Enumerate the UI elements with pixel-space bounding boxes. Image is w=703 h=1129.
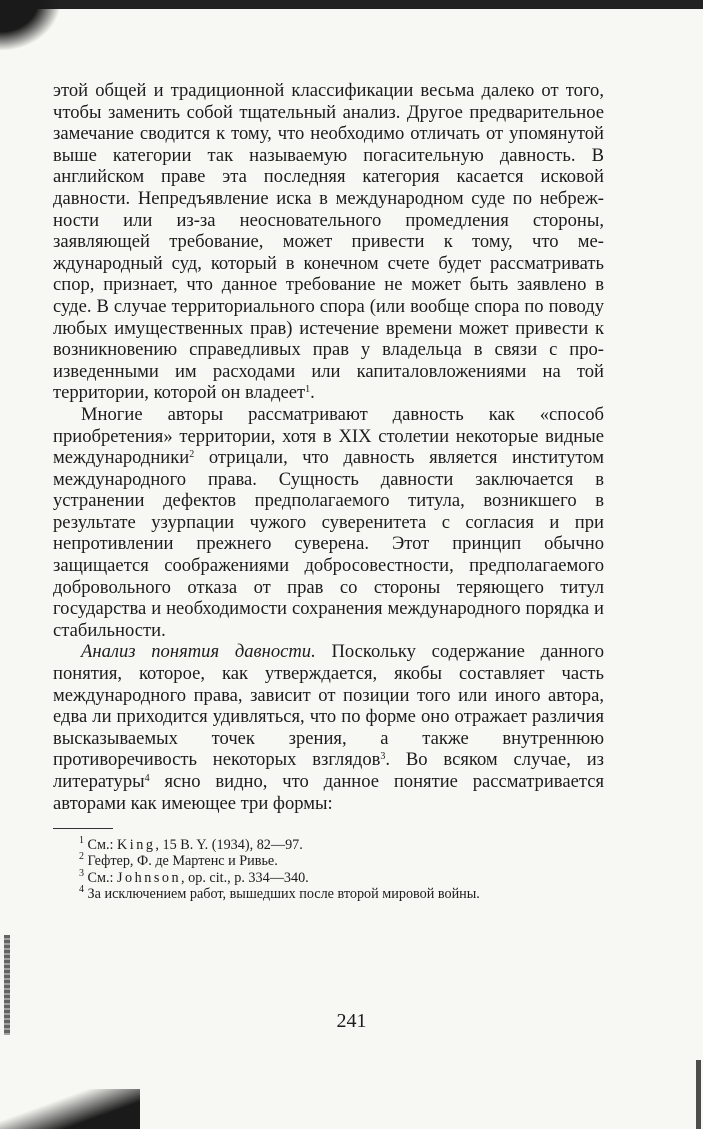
paragraph-tail: . [310, 382, 315, 404]
footnote-text: Гефтер, Ф. де Мартенс и Ривье. [87, 853, 278, 870]
scan-shadow-corner [0, 0, 60, 50]
footnote-ref: 4 [144, 773, 150, 784]
footnote-number: 2 [79, 851, 84, 863]
footnote-number: 1 [79, 835, 84, 847]
footnote-1 [53, 837, 604, 853]
scan-edge-right [696, 1060, 701, 1129]
paragraph-tail: отрицали, что давность является институтом международного права. Сущность давности заключается в устранении дефектов предполагаемого титула, возникшего в результате узурпации чужого суверенитета с согласия и при непротивлении прежнего суверена. Этот принцип обычно защищается соображениями добросовестности, предполагаемого добровольного отказа от прав со стороны теряющего титул государства и необходимости сохранения международного порядка и стабильности. [53, 447, 604, 641]
page-number: 241 [336, 1010, 367, 1032]
footnote-number: 3 [79, 867, 84, 879]
footnote-number: 4 [79, 884, 84, 896]
paragraph-2 [53, 404, 604, 642]
footnote-text: , 15 B. Y. (1934), 82—97. [155, 837, 303, 854]
footnote-3 [53, 867, 604, 886]
scan-border-top [0, 0, 703, 9]
paragraph-text: Поскольку содержание данного понятия, которое, как утверждается, якобы составляет часть международного права, зависит от позиции того или иного автора, едва ли приходится удивляться, что по форме оно отражает различия высказываемых точек зрения, а также внутреннюю противоречивость некоторых взглядов [53, 641, 604, 771]
footnote-text: За исключением работ, вышедших после второй мировой войны. [87, 886, 480, 903]
footnote-author: Johnson [117, 869, 182, 886]
paragraph-3 [53, 641, 604, 814]
paragraph-1 [53, 80, 604, 404]
footnote-text: См.: [87, 837, 118, 854]
footnote-ref: 2 [189, 449, 195, 461]
footnotes [53, 837, 604, 902]
paragraph-tail: . Во всяком случае, из литературы [53, 749, 604, 792]
section-lead: Анализ понятия давности. [81, 641, 316, 663]
footnote-ref: 1 [305, 384, 311, 396]
footnote-author: King [117, 837, 156, 854]
footnote-2 [53, 853, 604, 869]
paragraph-text: Многие авторы рассматривают давность как «способ приобретения» территории, хотя в XIX столетии некоторые видные международники [53, 403, 604, 469]
footnote-text: , op. cit., p. 334—340. [181, 869, 309, 886]
scan-shadow-bottom [0, 1089, 140, 1129]
footnote-text: См.: [87, 869, 118, 886]
page-body [53, 80, 604, 902]
footnote-4 [53, 886, 604, 902]
paragraph-tail: ясно видно, что данное понятие рассматривается авторами как имеющее три формы: [53, 771, 604, 814]
footnote-ref: 3 [380, 751, 386, 763]
paragraph-text: этой общей и традиционной классификации весьма далеко от того, чтобы заменить собой тщательный анализ. Другое предварительное замечание сводится к тому, что необходимо отличать от упомянутой выше категории так называемую погасительную давность. В английском праве эта последняя категория касается исковой давности. Непредъявление иска в международном суде по небрежности или из-за неосновательного промедления стороны, заявляющей требование, может привести к тому, что международный суд, который в конечном счете будет рассматривать спор, признает, что данное требование не может быть заявлено в суде. В случае территориального спора (или вообще спора по поводу любых имущественных прав) истечение времени может привести к возникновению справедливых прав у владельца в связи с произведенными им расходами или капиталовложениями на той территории, которой он владеет [53, 80, 604, 404]
footnote-divider [53, 828, 113, 829]
